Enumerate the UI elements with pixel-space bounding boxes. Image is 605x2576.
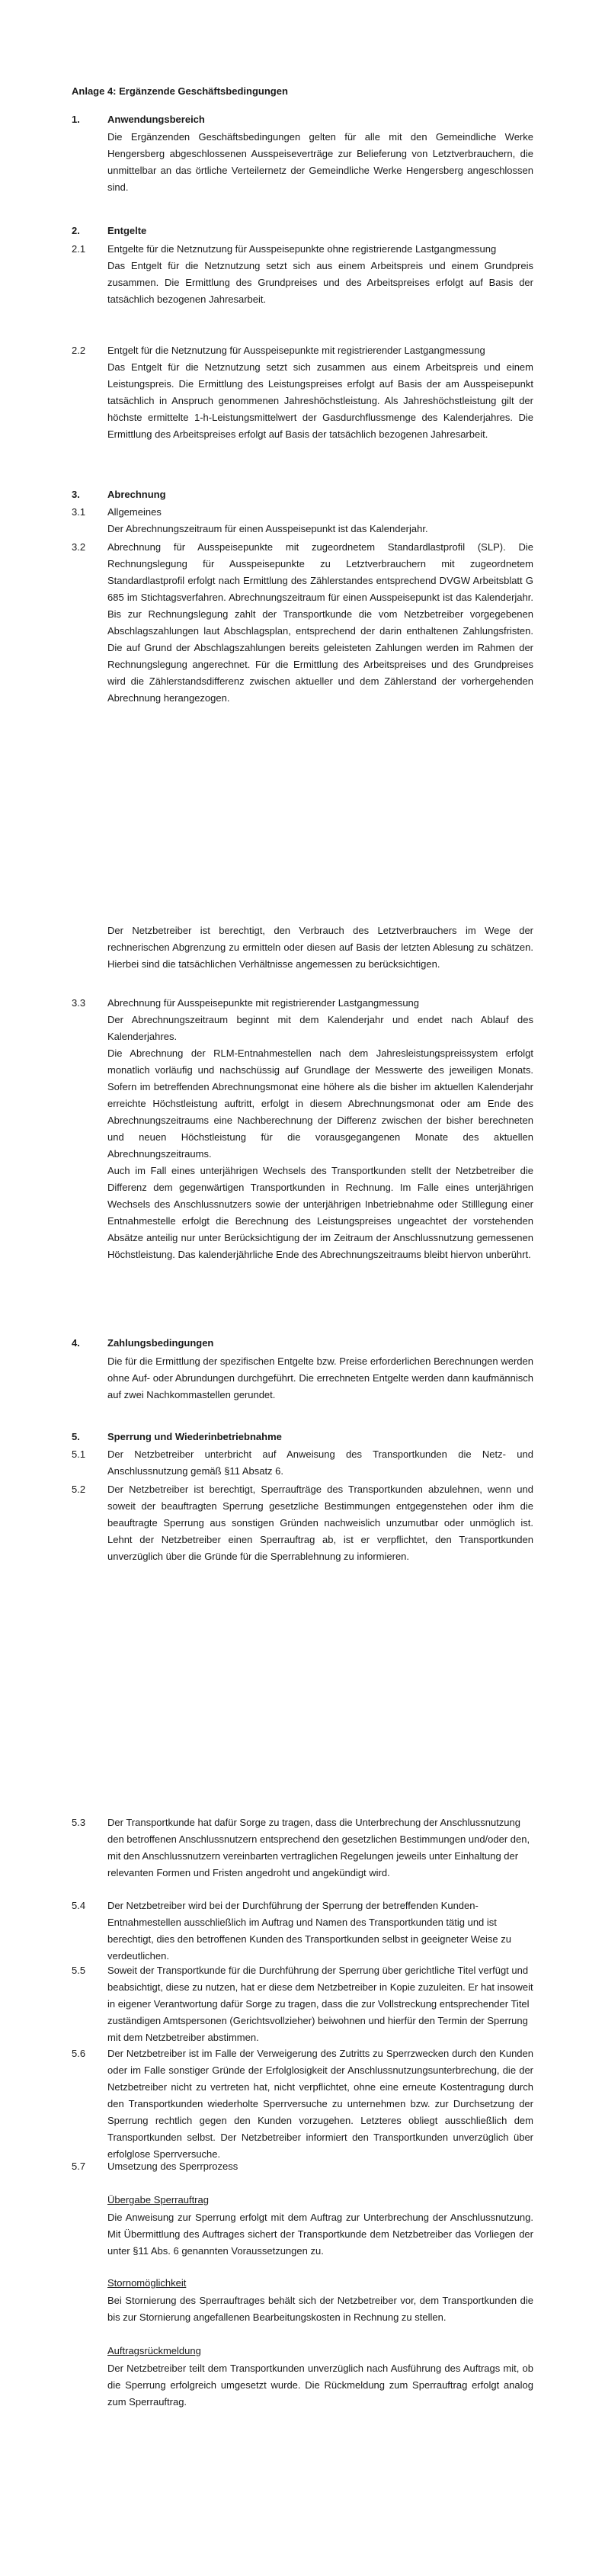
item-2-2-text: [107, 342, 533, 443]
section-5-number: 5.: [72, 1431, 80, 1442]
item-3-1-number: 3.1: [72, 506, 86, 518]
section-1-title: Anwendungsbereich: [107, 114, 205, 125]
paragraph: Die für die Ermittlung der spezifischen Entgelte bzw. Preise erforderlichen Berechnungen werden ohne Auf- oder Abrundungen durchgeführt. Die errechneten Entgelte werden dann kaufmännisch auf zwei Nachkommastellen gerundet.: [107, 1355, 533, 1400]
paragraph: Der Abrechnungszeitraum für einen Ausspeisepunkt ist das Kalenderjahr.: [107, 523, 428, 534]
paragraph: Die Anweisung zur Sperrung erfolgt mit dem Auftrag zur Unterbrechung der Anschlussnutzung. Mit Übermittlung des Auftrages sichert der Transportkunde dem Netzbetreiber das Vorliegen der unter §11 Abs. 6 genannten Voraussetzungen zu.: [107, 2212, 533, 2257]
section-1-number: 1.: [72, 114, 80, 125]
subheading-stornomoeglichkeit: Stornomöglichkeit: [107, 2277, 187, 2289]
section-2-number: 2.: [72, 225, 80, 236]
item-5-2-number: 5.2: [72, 1484, 86, 1495]
item-5-2-text: [107, 1481, 533, 1565]
paragraph: Soweit der Transportkunde für die Durchführung der Sperrung über gerichtliche Titel verfügt und beabsichtigt, diese zu nutzen, hat er diese dem Netzbetreiber in Kopie zuzuleiten. Er hat insoweit in eigener Verantwortung dafür Sorge zu tragen, dass die zur Vollstreckung entsprechender Titel zuständigen Amtspersonen (Gerichtsvollzieher) beiwohnen und hierfür den Termin der Sperrung mit dem Netzbetreiber abstimmen.: [107, 1965, 533, 2043]
paragraph: Der Transportkunde hat dafür Sorge zu tragen, dass die Unterbrechung der Anschlussnutzung den betroffenen Anschlussnutzern entsprechend den gesetzlichen Bestimmungen und/oder den, mit den Anschlussnutzern vereinbarten vertraglichen Regelungen jeweils unter Einhaltung der relevanten Formen und Fristen angedroht und angekündigt wird.: [107, 1817, 530, 1878]
section-3-number: 3.: [72, 489, 80, 500]
paragraph: Der Netzbetreiber ist berechtigt, den Verbrauch des Letztverbrauchers im Wege der rechnerischen Abgrenzung zu ermitteln oder diesen auf Basis der letzten Ablesung zu schätzen. Hierbei sind die tatsächlichen Verhältnisse angemessen zu berücksichtigen.: [107, 925, 533, 970]
item-5-6-number: 5.6: [72, 2048, 86, 2059]
section-4-number: 4.: [72, 1337, 80, 1349]
uebergabe-sperrauftrag-text: [107, 2209, 533, 2260]
item-5-5-text: [107, 1962, 533, 2046]
stornomoeglichkeit-text: [107, 2292, 533, 2326]
item-3-2-number: 3.2: [72, 541, 86, 553]
item-3-3-number: 3.3: [72, 997, 86, 1009]
item-3-2-text: [107, 539, 533, 707]
paragraph: Bei Stornierung des Sperrauftrages behält sich der Netzbetreiber vor, dem Transportkunden die bis zur Stornierung angefallenen Bearbeitungskosten in Rechnung zu stellen.: [107, 2295, 533, 2323]
paragraph: Abrechnung für Ausspeisepunkte mit registrierender Lastgangmessung: [107, 997, 420, 1009]
item-5-6-text: [107, 2045, 533, 2163]
paragraph: Das Entgelt für die Netznutzung setzt sich aus einem Arbeitspreis und einem Grundpreis zusammen. Die Ermittlung des Grundpreises und des Arbeitspreises erfolgt auf Basis der tatsächlich bezogenen Jahresarbeit.: [107, 260, 533, 305]
item-5-7-text: [107, 2158, 533, 2175]
item-5-7-number: 5.7: [72, 2161, 86, 2172]
section-2-title: Entgelte: [107, 225, 147, 236]
item-5-1-number: 5.1: [72, 1448, 86, 1460]
paragraph: Die Ergänzenden Geschäftsbedingungen gelten für alle mit den Gemeindliche Werke Hengersberg abgeschlossenen Ausspeiseverträge zur Belieferung von Letztverbrauchern, die unmittelbar an das örtliche Verteilernetz der Gemeindliche Werke Hengersberg angeschlossen sind.: [107, 131, 533, 193]
paragraph: Das Entgelt für die Netznutzung setzt sich zusammen aus einem Arbeitspreis und einem Leistungspreis. Die Ermittlung des Leistungspreises erfolgt auf Basis der am Ausspeisepunkt tatsächlich in Anspruch genommenen Jahreshöchstleistung. Als Jahreshöchstleistung gilt der höchste ermittelte 1-h-Leistungsmittelwert der Gasdurchflussmenge des Kalenderjahres. Die Ermittlung des Arbeitspreises erfolgt auf Basis der tatsächlich bezogenen Jahresarbeit.: [107, 361, 533, 440]
item-5-1-text: [107, 1446, 533, 1480]
paragraph: Der Netzbetreiber ist berechtigt, Sperraufträge des Transportkunden abzulehnen, wenn und soweit der beauftragten Sperrung gesetzliche Bestimmungen entgegenstehen oder ihm die beauftragte Sperrung aus sonstigen Gründen nachweislich unzumutbar oder unmöglich ist. Lehnt der Netzbetreiber einen Sperrauftrag ab, ist er verpflichtet, den Transportkunden unverzüglich über die Gründe für die Sperrablehnung zu informieren.: [107, 1484, 533, 1562]
paragraph: Entgelt für die Netznutzung für Ausspeisepunkte mit registrierender Lastgangmessung: [107, 345, 485, 356]
item-2-1-text: [107, 241, 533, 308]
section-4-text: [107, 1353, 533, 1403]
paragraph: Der Netzbetreiber ist im Falle der Verweigerung des Zutritts zu Sperrzwecken durch den Kunden oder im Falle sonstiger Gründe der Erfolglosigkeit der Anschlussnutzungsunterbrechung, die der Netzbetreiber nicht zu vertreten hat, nicht verpflichtet, ohne eine erneute Kostentragung durch den Transportkunden wiederholte Sperrversuche zu unternehmen bzw. zur Durchsetzung der Sperrung rechtlich gegen den Kunden vorzugehen. Letzteres obliegt ausschließlich dem Transportkunden selbst. Der Netzbetreiber informiert den Transportkunden unverzüglich über erfolglose Sperrversuche.: [107, 2048, 533, 2160]
section-1-text: [107, 129, 533, 196]
section-4-title: Zahlungsbedingungen: [107, 1337, 214, 1349]
section-5-title: Sperrung und Wiederinbetriebnahme: [107, 1431, 282, 1442]
item-3-1-text: [107, 504, 533, 537]
paragraph: Der Abrechnungszeitraum beginnt mit dem Kalenderjahr und endet nach Ablauf des Kalenderjahres.: [107, 1014, 533, 1042]
subheading-uebergabe-sperrauftrag: Übergabe Sperrauftrag: [107, 2194, 209, 2205]
paragraph: Umsetzung des Sperrprozess: [107, 2161, 238, 2172]
paragraph: Abrechnung für Ausspeisepunkte mit zugeordnetem Standardlastprofil (SLP). Die Rechnungslegung für Ausspeisepunkte zu Letztverbrauchern mit zugeordnetem Standardlastprofil erfolgt nach Ermittlung des Zählerstandes entsprechend DVGW Arbeitsblatt G 685 im Stichtagsverfahren. Abrechnungszeitraum für einen Ausspeisepunkt ist das Kalenderjahr. Bis zur Rechnungslegung zahlt der Transportkunde die vom Netzbetreiber vorgegebenen Abschlagszahlungen laut Abschlagsplan, entsprechend der darin enthaltenen Zahlungsfristen. Die auf Grund der Abschlagszahlungen bereits geleisteten Zahlungen werden im Rahmen der Rechnungslegung angerechnet. Für die Ermittlung des Arbeitspreises und des Grundpreises wird die Zählerstandsdifferenz zwischen aktueller und dem Zählerstand der vorhergehenden Abrechnung herangezogen.: [107, 541, 533, 704]
item-5-4-text: [107, 1898, 533, 1965]
item-3-3-text: [107, 995, 533, 1263]
item-5-3-text: [107, 1814, 533, 1881]
paragraph: Der Netzbetreiber teilt dem Transportkunden unverzüglich nach Ausführung des Auftrags mit, ob die Sperrung erfolgreich umgesetzt wurde. Die Rückmeldung zum Sperrauftrag erfolgt analog zum Sperrauftrag.: [107, 2363, 533, 2408]
item-2-2-number: 2.2: [72, 345, 86, 356]
paragraph: Auch im Fall eines unterjährigen Wechsels des Transportkunden stellt der Netzbetreiber die Differenz dem gegenwärtigen Transportkunden in Rechnung. Im Falle eines unterjährigen Wechsels des Anschlussnutzers sowie der unterjährigen Inbetriebnahme oder Stilllegung einer Entnahmestelle erfolgt die Berechnung des Leistungspreises ungeachtet der vorstehenden Absätze anteilig nur unter Berücksichtigung der im Zeitraum der Anschlussnutzung gemessenen Höchstleistung. Das kalenderjährliche Ende des Abrechnungszeitraums bleibt hiervon unberührt.: [107, 1165, 533, 1260]
paragraph: Entgelte für die Netznutzung für Ausspeisepunkte ohne registrierende Lastgangmessung: [107, 243, 497, 255]
item-2-1-number: 2.1: [72, 243, 86, 255]
paragraph: Der Netzbetreiber wird bei der Durchführung der Sperrung der betreffenden Kunden-Entnahmestellen ausschließlich im Auftrag und Namen des Transportkunden tätig und ist berechtigt, dies den betroffenen Kunden des Transportkunden selbst in geeigneter Weise zu verdeutlichen.: [107, 1900, 511, 1962]
paragraph: Der Netzbetreiber unterbricht auf Anweisung des Transportkunden die Netz- und Anschlussnutzung gemäß §11 Absatz 6.: [107, 1448, 533, 1477]
paragraph: Allgemeines: [107, 506, 162, 518]
item-5-3-number: 5.3: [72, 1817, 86, 1828]
item-5-5-number: 5.5: [72, 1965, 86, 1976]
subheading-auftragsrueckmeldung: Auftragsrückmeldung: [107, 2345, 201, 2356]
item-5-4-number: 5.4: [72, 1900, 86, 1911]
paragraph: Die Abrechnung der RLM-Entnahmestellen nach dem Jahresleistungspreissystem erfolgt monatlich vorläufig und nachschüssig auf Grundlage der Messwerte des jeweiligen Monats. Sofern im betreffenden Abrechnungsmonat eine höhere als die bisher im aktuellen Kalenderjahr erreichte Höchstleistung auftritt, erfolgt in diesem Abrechnungsmonat oder am Ende des Abrechnungszeitraums eine Nachberechnung der Differenz zwischen der bisher berechneten und neuen Höchstleistung für die vorausgegangenen Monate des aktuellen Abrechnungszeitraums.: [107, 1047, 533, 1160]
section-3-title: Abrechnung: [107, 489, 166, 500]
document-title: Anlage 4: Ergänzende Geschäftsbedingungen: [72, 85, 288, 97]
item-3-2-continued: [107, 922, 533, 973]
auftragsrueckmeldung-text: [107, 2360, 533, 2411]
